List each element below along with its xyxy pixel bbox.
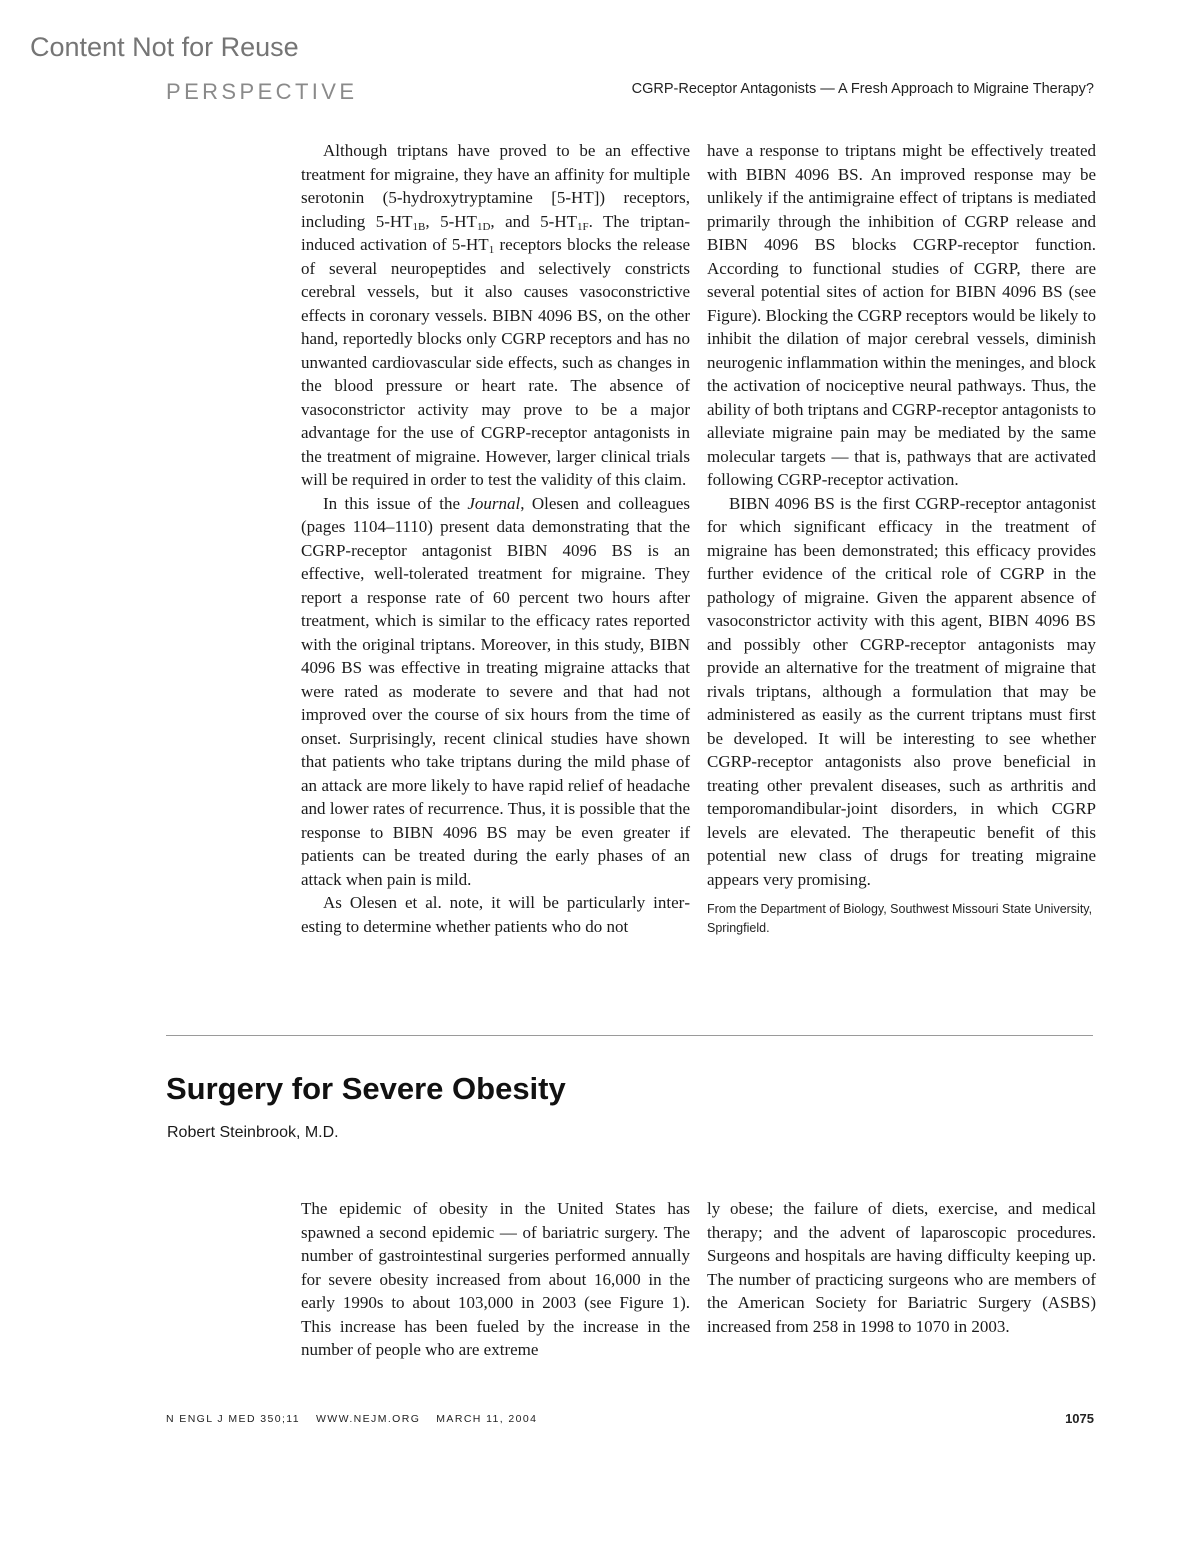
footer-website: WWW.NEJM.ORG [315,1413,421,1425]
article1-column-1 [301,139,690,938]
article2-paragraph-2: ly obese; the failure of diets, exercise, and medical therapy; and the advent of laparoscopic procedures. Surgeons and hospitals are having difficulty keeping up. The number of practicing surgeons who are members of the American Society for Bariatric Surgery (ASBS) increased from 258 in 1998 to 1070 in 2003. [707,1199,1096,1336]
watermark-text: Content Not for Reuse [30,32,299,62]
author-byline: Robert Steinbrook, M.D. [167,1124,339,1141]
footer-citation [166,1411,553,1427]
author-affiliation: From the Department of Biology, Southwest Missouri State University, Springfield. [707,902,1093,935]
article-title: Surgery for Severe Obesity [166,1071,566,1106]
article1-paragraph-4: have a response to triptans might be effectively treated with BIBN 4096 BS. An improved response may be unlikely if the antimigraine effect of triptans is mediated primarily through the inhibition of CGRP release and BIBN 4096 BS blocks CGRP-receptor function. According to functional studies of CGRP, there are several potential sites of action for BIBN 4096 BS (see Figure). Blocking the CGRP receptors would be likely to inhibit the dilation of major cerebral vessels, diminish neurogenic inflammation within the meninges, and block the activation of nociceptive neural pathways. Thus, the ability of both triptans and CGRP-receptor antagonists to alleviate migraine pain may be mediated by the same molecular targets — that is, pathways that are activated following CGRP-receptor activation. [707,141,1096,489]
article2-column-1 [301,1197,690,1362]
running-title: CGRP-Receptor Antagonists — A Fresh Approach to Migraine Therapy? [631,81,1094,97]
article1-paragraph-5: BIBN 4096 BS is the first CGRP-receptor antagonist for which significant efficacy in the treatment of migraine has been demonstrated; this efficacy provides further evidence of the critical role of CGRP in the pathology of migraine. Given the apparent absence of vasoconstrictor activity with this agent, BIBN 4096 BS and possibly other CGRP-receptor antagonists may provide an alternative for the treatment of migraine that rivals triptans, although a formulation that may be administered as easily as the current triptans must first be developed. It will be interesting to see whether CGRP-receptor antagonists also prove beneficial in treating other prevalent diseases, such as arthritis and temporomandibular-joint disorders, in which CGRP levels are elevated. The therapeutic benefit of this potential new class of drugs for treating migraine appears very promising. [707,493,1096,889]
page-number: 1075 [1065,1411,1094,1426]
footer-date: MARCH 11, 2004 [436,1413,538,1425]
article2-column-2 [707,1197,1096,1338]
article1-paragraph-2: In this issue of the Journal, Olesen and colleagues (pages 1104–1110) present data demonstrating that the CGRP-receptor antagonist BIBN 4096 BS is an effective, well-tolerated treatment for migraine. They report a response rate of 60 percent two hours after treatment, which is similar to the efficacy rates reported with the original triptans. Moreover, in this study, BIBN 4096 BS was effective in treating migraine attacks that were rated as moderate to severe and that had not improved over the course of six hours from the time of onset. Surprisingly, recent clinical studies have shown that patients who take triptans during the mild phase of an attack are more likely to have rapid relief of headache and lower rates of recurrence. Thus, it is possible that the response to BIBN 4096 BS may be even greater if patients can be treated during the early phases of an attack when pain is mild. [301,493,690,889]
section-divider [166,1035,1093,1036]
article2-paragraph-1: The epidemic of obesity in the United States has spawned a second epidemic — of bariatric surgery. The number of gastrointestinal surgeries performed annually for severe obesity increased from about 16,000 in the early 1990s to about 103,000 in 2003 (see Figure 1). This increase has been fueled by the increase in the number of people who are extreme [301,1199,690,1359]
article1-column-2 [707,139,1096,938]
section-label: PERSPECTIVE [166,79,358,104]
footer-journal: N ENGL J MED 350;11 [166,1413,300,1425]
article1-paragraph-1: Although triptans have proved to be an effective treatment for migraine, they have an affinity for multiple serotonin (5-hydroxytryptamine [5-HT]) receptors, including $5-HT_{1B}$, $5-HT_{1D}$, and $5-HT_{1F}$. The triptan-induced activation of $5-HT_1$ receptors blocks the release of several neuropeptides and selectively constricts cerebral vessels, but it also causes vasoconstrictive effects in coronary vessels. BIBN 4096 BS, on the other hand, reportedly blocks only CGRP receptors and has no unwanted cardiovascular side effects, such as changes in the blood pressure or heart rate. The absence of vasoconstrictor activity may prove to be a major advantage for the use of CGRP-receptor antagonists in the treatment of migraine. However, larger clinical trials will be required in order to test the validity of this claim. [301,141,690,489]
article1-paragraph-3: As Olesen et al. note, it will be particularly interesting to determine whether patients who do not [301,893,690,936]
